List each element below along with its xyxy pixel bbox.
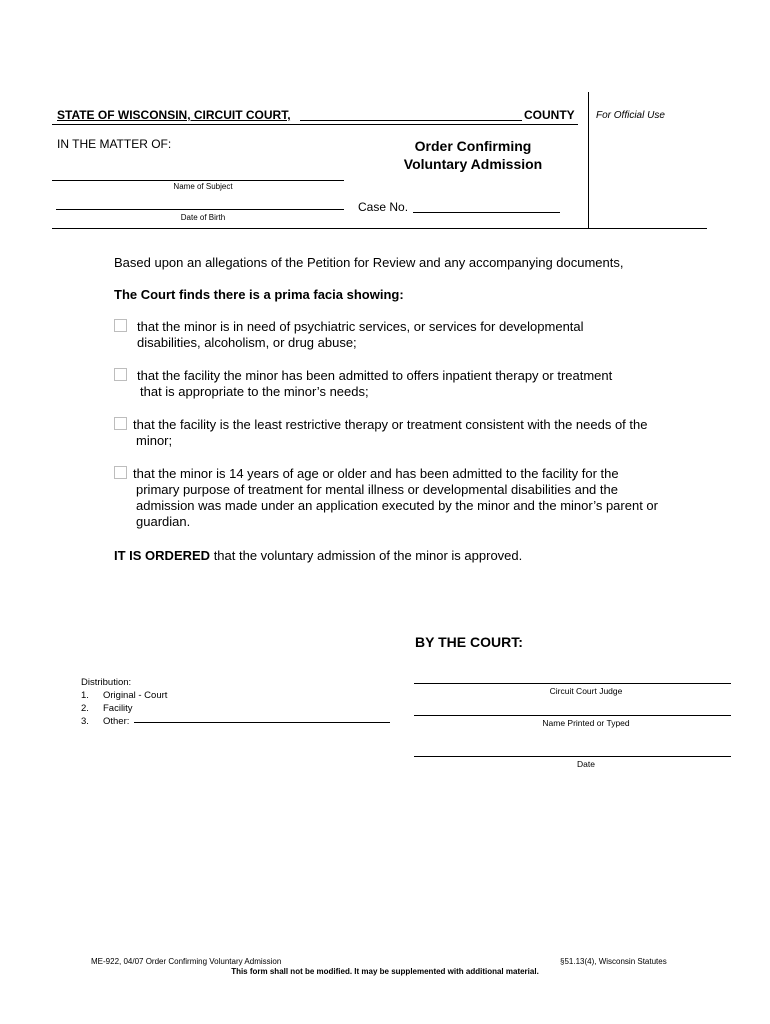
finding-1-checkbox[interactable] xyxy=(114,319,127,332)
subject-name-caption: Name of Subject xyxy=(173,182,233,191)
by-the-court-heading: BY THE COURT: xyxy=(415,634,523,650)
finding-4-line3: admission was made under an application executed by the minor and the minor’s parent or xyxy=(136,498,658,513)
finding-4-text xyxy=(133,466,733,530)
name-printed-line[interactable] xyxy=(414,715,731,716)
date-of-birth-line[interactable] xyxy=(56,209,344,210)
order-rest: that the voluntary admission of the minor is approved. xyxy=(210,548,523,563)
county-label: COUNTY xyxy=(524,108,575,122)
distribution-item-1 xyxy=(81,689,401,702)
finding-1-line1: that the minor is in need of psychiatric services, or services for developmental xyxy=(137,319,584,334)
distribution-other-line[interactable] xyxy=(134,722,390,723)
finding-2-line2: that is appropriate to the minor’s needs; xyxy=(140,384,369,399)
finding-3-text xyxy=(133,417,733,449)
case-number-line[interactable] xyxy=(413,212,560,213)
distribution-item-3-num: 3. xyxy=(81,716,89,727)
case-number-label: Case No. xyxy=(358,200,409,214)
intro-paragraph: Based upon an allegations of the Petition for Review and any accompanying documents, xyxy=(114,255,624,270)
official-use-label: For Official Use xyxy=(596,110,665,121)
judge-signature-line[interactable] xyxy=(414,683,731,684)
order-paragraph xyxy=(114,548,714,564)
subject-name-line[interactable] xyxy=(52,180,344,181)
finding-3-line2: minor; xyxy=(136,433,173,448)
distribution-item-2 xyxy=(81,702,401,715)
distribution-item-2-text: Facility xyxy=(103,703,133,714)
order-bold-lead: IT IS ORDERED xyxy=(114,548,211,563)
date-caption: Date xyxy=(577,759,595,769)
date-of-birth-caption: Date of Birth xyxy=(180,213,226,222)
modification-notice: This form shall not be modified. It may be supplemented with additional material. xyxy=(231,967,539,976)
official-use-divider xyxy=(588,92,589,228)
date-line[interactable] xyxy=(414,756,731,757)
court-heading: STATE OF WISCONSIN, CIRCUIT COURT, xyxy=(57,108,291,122)
form-title xyxy=(368,137,578,173)
finding-3-checkbox[interactable] xyxy=(114,417,127,430)
finding-2-text xyxy=(137,368,717,400)
finding-1-text xyxy=(137,319,717,351)
county-blank-line xyxy=(300,120,522,121)
form-title-line1: Order Confirming xyxy=(414,138,532,154)
form-title-line2: Voluntary Admission xyxy=(403,156,543,172)
header-underline xyxy=(52,124,578,125)
distribution-label: Distribution: xyxy=(81,677,132,688)
finding-3-line1: that the facility is the least restrictive therapy or treatment consistent with the needs of the xyxy=(133,417,648,432)
finding-4-line4: guardian. xyxy=(136,514,191,529)
distribution-block xyxy=(81,676,401,728)
distribution-item-1-num: 1. xyxy=(81,690,89,701)
caption-bottom-rule xyxy=(52,228,707,229)
distribution-item-3-text: Other: xyxy=(103,716,130,727)
finding-4-line1: that the minor is 14 years of age or older and has been admitted to the facility for the xyxy=(133,466,619,481)
finding-4-checkbox[interactable] xyxy=(114,466,127,479)
distribution-item-1-text: Original - Court xyxy=(103,690,168,701)
form-id: ME-922, 04/07 Order Confirming Voluntary Admission xyxy=(91,957,282,966)
finding-2-checkbox[interactable] xyxy=(114,368,127,381)
finding-4-line2: primary purpose of treatment for mental illness or developmental disabilities and the xyxy=(136,482,618,497)
judge-caption: Circuit Court Judge xyxy=(549,686,623,696)
finding-1-line2: disabilities, alcoholism, or drug abuse; xyxy=(137,335,357,350)
statute-reference: §51.13(4), Wisconsin Statutes xyxy=(560,957,667,966)
finding-2-line1: that the facility the minor has been admitted to offers inpatient therapy or treatment xyxy=(137,368,613,383)
finding-heading: The Court finds there is a prima facia showing: xyxy=(114,287,404,302)
matter-label: IN THE MATTER OF: xyxy=(57,137,172,151)
distribution-item-2-num: 2. xyxy=(81,703,89,714)
name-printed-caption: Name Printed or Typed xyxy=(542,718,630,728)
